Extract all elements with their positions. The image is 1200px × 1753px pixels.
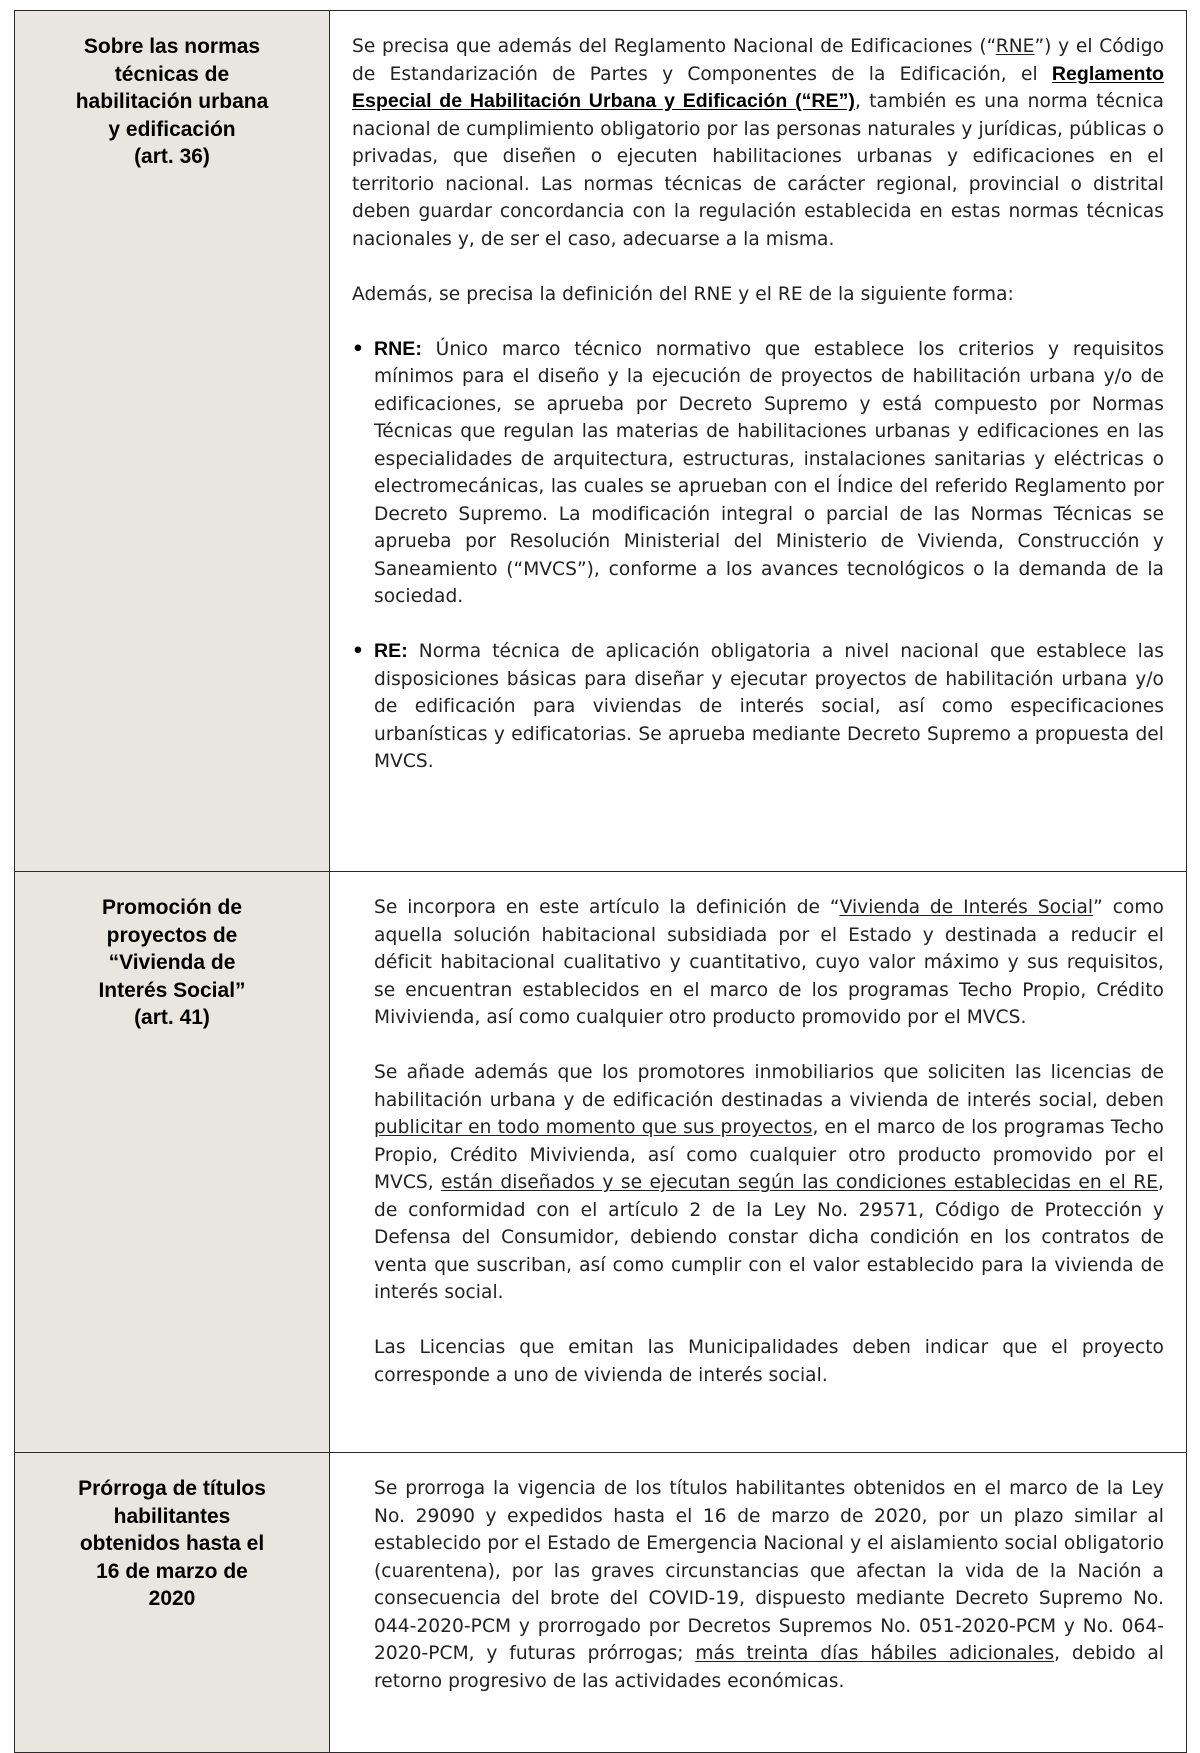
text-run: Se precisa que además del Reglamento Nacional de Edificaciones (“: [352, 36, 996, 57]
paragraph: Las Licencias que emitan las Municipalidades deben indicar que el proyecto corresponde a uno de vivienda de interés social.: [374, 1337, 1164, 1386]
topic-cell-art-41: [15, 872, 330, 1453]
text-run: ”) y el Código de Estandarización de Partes y Componentes de la Edificación, el: [352, 36, 1165, 85]
topic-line: Prórroga de títulos: [78, 1477, 266, 1500]
topic-line: Interés Social”: [98, 978, 246, 1002]
paragraph: Además, se precisa la definición del RNE y el RE de la siguiente forma:: [352, 283, 1014, 305]
definition-term: RNE:: [374, 337, 422, 360]
text-run: Se prorroga la vigencia de los títulos habilitantes obtenidos en el marco de la Ley No. 29090 y expedidos hasta el 16 de marzo de 2020, por un plazo similar al establecido por el Estado de Emergencia Nacional y el aislamiento social obligatorio (cuarentena), por las graves circunstancias que afectan la vida de la Nación a consecuencia del brote del COVID-19, dispuesto mediante Decreto Supremo No. 044-2020-PCM y prorrogado por Decretos Supremos No. 051-2020-PCM y No. 064-2020-PCM, y futuras prórrogas;: [374, 1478, 1164, 1664]
topic-line: obtenidos hasta el: [79, 1532, 265, 1555]
topic-line: técnicas de: [114, 62, 230, 86]
table-row: [15, 872, 1187, 1453]
definition-text: Único marco técnico normativo que establece los criterios y requisitos mínimos para el diseño y la ejecución de proyectos de habilitación urbana y/o de edificaciones, se aprueba por Decreto Supremo y está compuesto por Normas Técnicas que regulan las materias de habilitaciones urbanas y edificaciones en las especialidades de arquitectura, estructuras, instalaciones sanitarias y eléctricas o electromecánicas, las cuales se aprueban con el Índice del referido Reglamento por Decreto Supremo. La modificación integral o parcial de las Normas Técnicas se aprueba por Resolución Ministerial del Ministerio de Vivienda, Construcción y Saneamiento (“MVCS”), conforme a los avances tecnológicos o la demanda de la sociedad.: [374, 338, 1164, 607]
legal-summary-table: [14, 10, 1187, 1753]
paragraph: [374, 1059, 1164, 1307]
text-run: Se añade además que los promotores inmobiliarios que soliciten las licencias de habilitación urbana y de edificación destinadas a vivienda de interés social, deben: [374, 1062, 1164, 1111]
topic-cell-art-36: [15, 11, 330, 872]
topic-line: (art. 41): [134, 1006, 210, 1029]
definitions-list: [352, 336, 1164, 776]
text-run: , de conformidad con el artículo 2 de la Ley No. 29571, Código de Protección y Defensa del Consumidor, debiendo constar dicha condición en los contratos de venta que suscriban, así como cumplir con el valor establecido para la vivienda de interés social.: [374, 1172, 1164, 1303]
list-item: [352, 638, 1164, 776]
paragraph: [374, 894, 1164, 1032]
underlined-text: están diseñados y se ejecutan según las condiciones establecidas en el RE: [441, 1172, 1159, 1193]
paragraph: [374, 1475, 1164, 1695]
underlined-text: publicitar en todo momento que sus proyectos: [374, 1117, 813, 1138]
topic-line: Sobre las normas: [83, 35, 261, 58]
underlined-text: RNE: [995, 36, 1035, 57]
paragraph: [352, 33, 1164, 253]
content-cell-prorroga: [330, 1453, 1187, 1753]
text-run: ” como aquella solución habitacional subsidiada por el Estado y destinada a reducir el déficit habitacional cualitativo y cuantitativo, cuyo valor máximo y sus requisitos, se encuentran establecidos en el marco de los programas Techo Propio, Crédito Mivivienda, así como cualquier otro producto promovido por el MVCS.: [374, 897, 1164, 1028]
list-item: [352, 336, 1164, 611]
underlined-text: más treinta días hábiles adicionales: [695, 1643, 1055, 1664]
content-cell-art-41: [330, 872, 1187, 1453]
text-run: Se incorpora en este artículo la definición de “: [374, 897, 840, 918]
topic-line: y edificación: [108, 117, 236, 141]
text-run: , en el marco de los programas Techo Propio, Crédito Mivivienda, así como cualquier otro producto promovido por el MVCS,: [374, 1117, 1164, 1193]
table-row: [15, 1453, 1187, 1753]
bullet-icon: •: [352, 641, 364, 662]
topic-line: Promoción de: [101, 896, 243, 919]
underlined-text: Vivienda de Interés Social: [839, 897, 1094, 918]
emphasized-term: Reglamento Especial de Habilitación Urbana y Edificación (“RE”): [352, 62, 1164, 112]
topic-line: habilitación urbana: [75, 90, 269, 113]
table-row: [15, 11, 1187, 872]
topic-line: 16 de marzo de: [96, 1559, 248, 1583]
definition-text: Norma técnica de aplicación obligatoria a nivel nacional que establece las disposiciones básicas para diseñar y ejecutar proyectos de habilitación urbana y/o de edificación para viviendas de interés social, así como especificaciones urbanísticas y edificatorias. Se aprueba mediante Decreto Supremo a propuesta del MVCS.: [374, 641, 1164, 772]
text-run: , debido al retorno progresivo de las actividades económicas.: [374, 1643, 1164, 1692]
topic-line: 2020: [148, 1587, 196, 1610]
text-run: , también es una norma técnica nacional de cumplimiento obligatorio por las personas naturales y jurídicas, públicas o privadas, que diseñen o ejecuten habilitaciones urbanas y edificaciones en el territorio nacional. Las normas técnicas de carácter regional, provincial o distrital deben guardar concordancia con la regulación establecida en estas normas técnicas nacionales y, de ser el caso, adecuarse a la misma.: [352, 91, 1165, 250]
topic-line: (art. 36): [134, 145, 210, 168]
topic-line: habilitantes: [113, 1504, 231, 1528]
bullet-icon: •: [352, 338, 364, 360]
topic-cell-prorroga: [15, 1453, 330, 1753]
definition-term: RE:: [374, 640, 408, 662]
topic-line: proyectos de: [106, 923, 238, 947]
content-cell-art-36: [330, 11, 1187, 872]
topic-line: “Vivienda de: [108, 951, 236, 974]
